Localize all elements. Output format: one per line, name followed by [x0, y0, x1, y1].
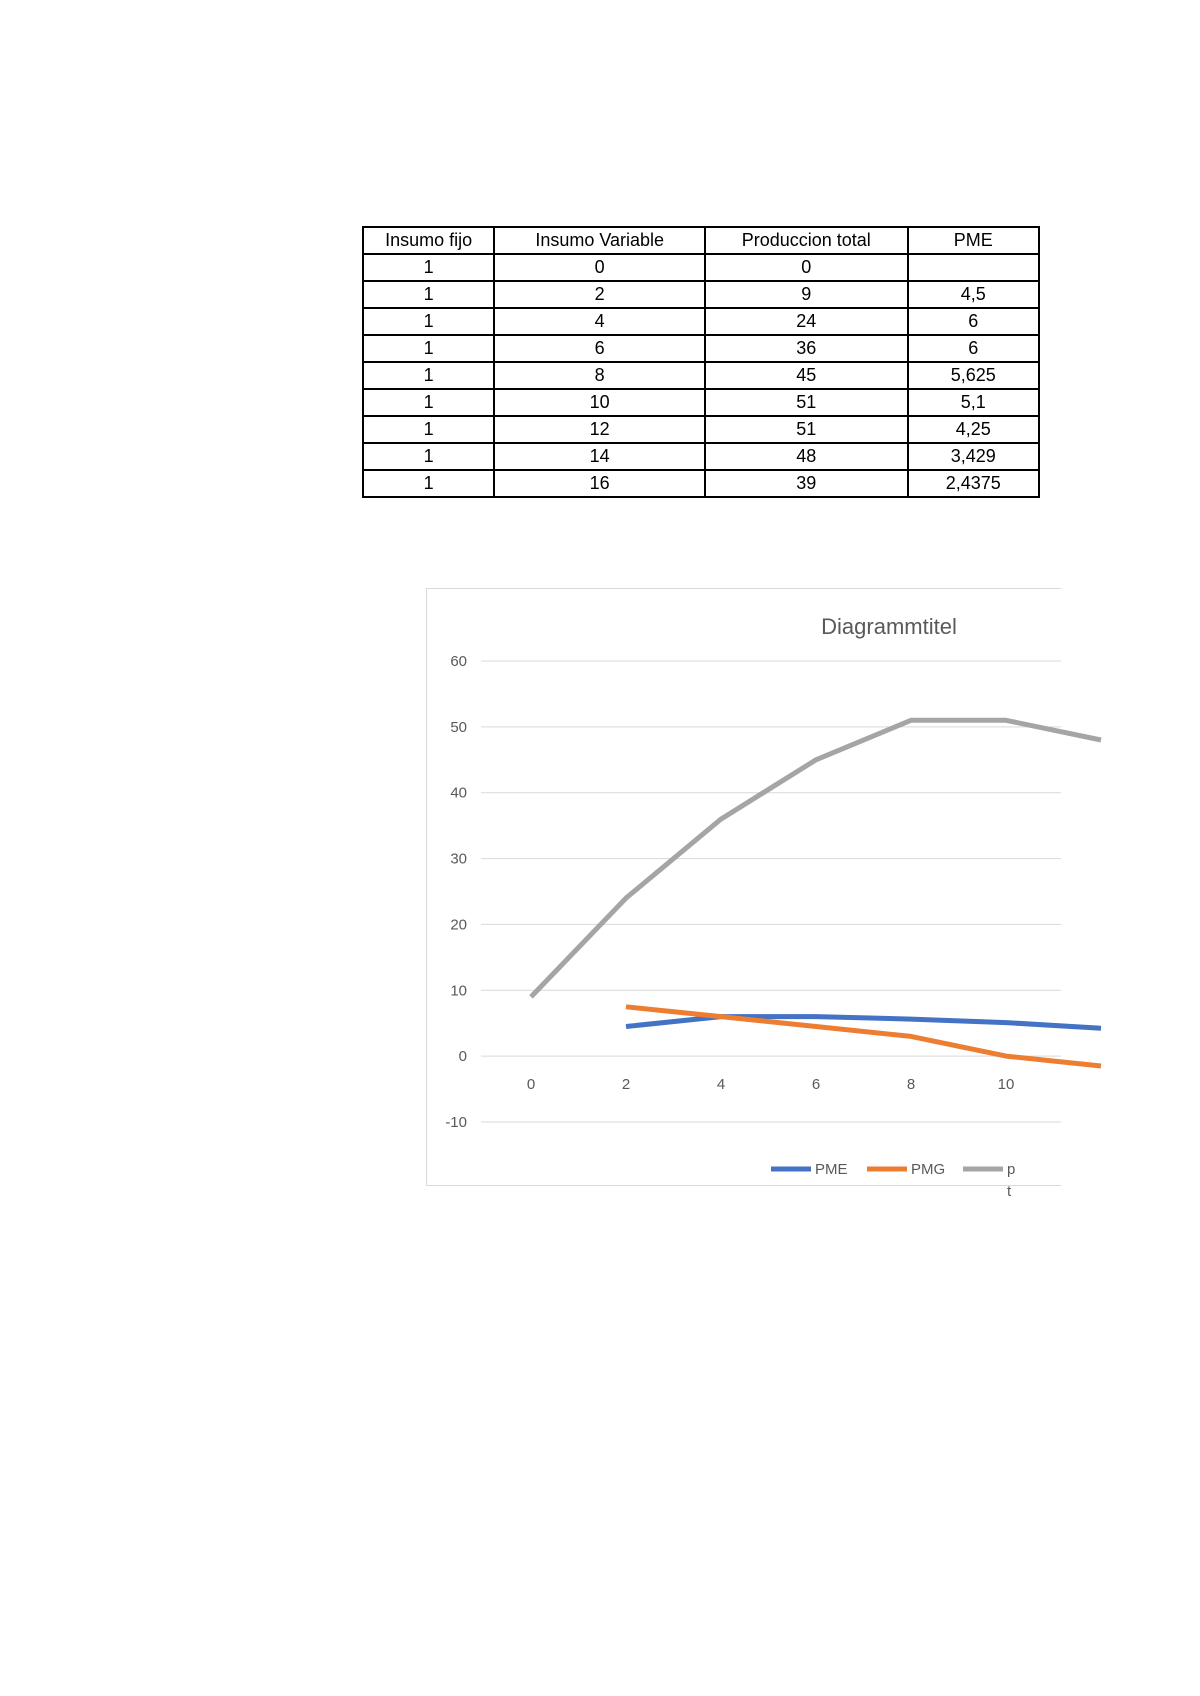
table-cell: 6: [494, 335, 705, 362]
table-cell: 1: [363, 470, 494, 497]
y-tick-label: 0: [458, 1048, 467, 1066]
y-tick-label: 20: [450, 916, 467, 934]
table-cell: 1: [363, 254, 494, 281]
table-cell: 48: [705, 443, 908, 470]
table-cell: 10: [494, 389, 705, 416]
table-cell: 39: [705, 470, 908, 497]
legend-label-pt-part: t: [1007, 1183, 1012, 1200]
legend-label-pt-part: p: [1007, 1161, 1016, 1178]
table-body: [363, 254, 1039, 497]
table-cell: 1: [363, 443, 494, 470]
y-tick-label: 40: [450, 784, 467, 802]
table-cell: 5,1: [908, 389, 1039, 416]
table-cell: 2: [494, 281, 705, 308]
y-tick-label: 50: [450, 718, 467, 736]
table-cell: 1: [363, 362, 494, 389]
chart-title: Diagrammtitel: [821, 614, 957, 639]
table-cell: 4: [494, 308, 705, 335]
data-table: [362, 226, 1040, 498]
table-cell: 6: [908, 335, 1039, 362]
header-pme: PME: [908, 227, 1039, 254]
table-cell: 8: [494, 362, 705, 389]
table-row: [363, 362, 1039, 389]
table-row: [363, 254, 1039, 281]
x-tick-label: 6: [811, 1076, 821, 1094]
table-row: [363, 389, 1039, 416]
table-cell: 16: [494, 470, 705, 497]
table-cell: 51: [705, 389, 908, 416]
table-cell: 2,4375: [908, 470, 1039, 497]
header-produccion-total: Produccion total: [705, 227, 908, 254]
table-cell: 1: [363, 416, 494, 443]
y-tick-label: 10: [450, 982, 467, 1000]
table-cell: 45: [705, 362, 908, 389]
table-cell: 14: [494, 443, 705, 470]
table-row: [363, 308, 1039, 335]
x-tick-label: 10: [997, 1076, 1015, 1094]
x-tick-label: 4: [716, 1076, 726, 1094]
table-row: [363, 416, 1039, 443]
header-insumo-variable: Insumo Variable: [494, 227, 705, 254]
y-tick-label: 30: [450, 850, 467, 868]
table-cell: 1: [363, 389, 494, 416]
table-row: [363, 470, 1039, 497]
table-cell: 1: [363, 335, 494, 362]
table-cell: 12: [494, 416, 705, 443]
table-cell: 36: [705, 335, 908, 362]
y-tick-label: 60: [450, 653, 467, 670]
table-cell: 24: [705, 308, 908, 335]
legend-label-pt: [1007, 1161, 1015, 1200]
table-header-row: [363, 227, 1039, 254]
table-row: [363, 281, 1039, 308]
table-cell: 1: [363, 281, 494, 308]
line-chart: [427, 589, 1061, 1200]
x-tick-label: 2: [621, 1076, 631, 1094]
series-line-pme: [626, 1017, 1101, 1029]
table-cell: 3,429: [908, 443, 1039, 470]
table-cell: 5,625: [908, 362, 1039, 389]
legend-label-pme: PME: [815, 1161, 848, 1178]
table-cell: 4,25: [908, 416, 1039, 443]
table-row: [363, 335, 1039, 362]
y-tick-label: -10: [445, 1114, 467, 1131]
legend-label-pmg: PMG: [911, 1161, 946, 1178]
header-insumo-fijo: Insumo fijo: [363, 227, 494, 254]
table-cell: [908, 254, 1039, 281]
table-row: [363, 443, 1039, 470]
x-tick-label: 0: [526, 1076, 536, 1094]
table-cell: 0: [705, 254, 908, 281]
table-cell: 6: [908, 308, 1039, 335]
table-cell: 1: [363, 308, 494, 335]
table-cell: 4,5: [908, 281, 1039, 308]
x-tick-label: 8: [906, 1076, 916, 1094]
table-cell: 0: [494, 254, 705, 281]
chart-area: [426, 588, 1061, 1200]
table-cell: 9: [705, 281, 908, 308]
table-cell: 51: [705, 416, 908, 443]
